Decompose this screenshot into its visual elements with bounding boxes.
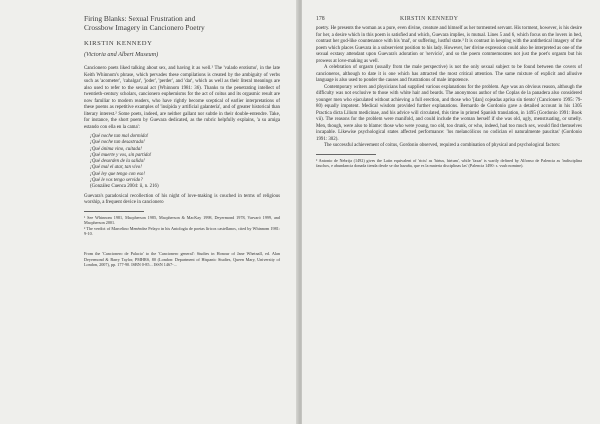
left-paragraph-1: Cancionero poets liked talking about sex, and having it as well.¹ The 'valado erotismo', in the late Keith Whinnom's phrase, which pervades these compilations is created by the ambiguity of verbs such as 'acometer', 'cabalgar', 'joder', 'perder', and 'dar', which as well as their literal meanings are also used to refer to the sexual act (Whinnom 1981: 36). Thanks to the penetrating intellect of twentieth-century scholars, cancionero euphemisms for the act of coitus and its orgasmic result are now familiar to modern readers, who have rightly become sceptical of earlier interpretations of these poems as repetitive examples of 'insípida y artificial galantería', and of greater historical than literary interest.² Some poets, indeed, are neither gallant nor subtle in their double-entendre. Take, for instance, the short poem by Guevara dedicated, as the rubric helpfully explains, 'a su amiga estando con ella en la cama': bbox=[84, 66, 280, 130]
right-page bbox=[302, 0, 600, 424]
title-line-2: Crossbow Imagery in Cancionero Poetry bbox=[84, 23, 205, 32]
poem-line: ¡Qué noche tan mal dormida! bbox=[90, 134, 149, 139]
author-affiliation: (Victoria and Albert Museum) bbox=[84, 51, 159, 58]
footnote-divider bbox=[316, 154, 376, 155]
left-page bbox=[0, 0, 298, 424]
poem-line: ¡Qué le vos tengo servido? bbox=[90, 178, 143, 184]
left-paragraph-2: Guevara's paradoxical recollection of his night of love-making is couched in terms of religious worship, a frequent device in cancionero bbox=[84, 193, 280, 206]
right-paragraph-1: poetry. He presents the woman as a pure, even divine, creature and himself as her tormented servant. His torment, however, is his desire for her, a desire which in this poem is satisfied and which, Guevara implies, is mutual. Lines 5 and 6, which focus on the lovers in bed, contrast her god-like countenance with his 'mal', or suffering, lustful state.³ It is contrast in keeping with the antithetical imagery of the poem which places Guevara in a subservient position to his lady. However, her divine expression could also be interpreted as one of the sexual ecstasy attendant upon Guevara's adoration or 'servicio', and so the poem commemorates not just the poet's orgasm but his prowess at love-making as well. bbox=[316, 26, 582, 64]
right-paragraph-3: Contemporary writers and physicians had supplied various explanations for the problem. Age was an obvious reason, although the difficulty was not exclusive to those with white hair and beards. The anonymous author of the Coplas de la panadera also considered younger men who ejaculated without achieving a full erection, and those who '[dan] cojeadas aprisa sin tiento' (Cancionero 1995: 79-80) equally impotent. Medical wisdom provided further explanations. Bernardo de Gordonio gave a detailed account in his 1305 Practica dicta Lilium medicinae, and his advice will circulated, this time in printed Spanish translation, in 1495 (Gordonio 1991: Book vii). The reasons for the problem were manifold, and could include the woman herself if she was old, ugly, menstruating, or smelly. Men, though, were also to blame: those who were young, too old, too drunk, or who, indeed, had too much sex, would find themselves incapable. Likewise psychological states affected performance: 'los melancólicos no codician el naturalmente paucitas' (Gordonio 1991: 302). bbox=[316, 84, 582, 142]
publication-note: From the 'Cancionero de Palacio' to the 'Cancionero general': Studies in Honour of Jane Whetnall, ed. Alan Deyermond & Barry Taylor, PMHRS, 80 (London: Department of Hispanic Studies, Queen Mary, University of London, 2007), pp. 177-90. ISBN 0-85... ISSN 1467-... bbox=[84, 251, 280, 268]
poem-line: ¡Qué ley que tengo con eso! bbox=[90, 171, 146, 177]
title-line-1: Firing Blanks: Sexual Frustration and bbox=[84, 14, 196, 23]
poem-line: ¡Qué ánima vino, cuitada! bbox=[90, 146, 142, 152]
author-name: KIRSTIN KENNEDY bbox=[84, 40, 153, 47]
poem-line: ¡Qué desorden de la salida! bbox=[90, 159, 145, 165]
poem-block bbox=[90, 134, 280, 191]
article-title bbox=[84, 14, 280, 32]
poem-line: ¡Qué muerte y vos, sin partida! bbox=[90, 152, 152, 158]
footnote-3: ³ Antonio de Nebrija (1492) gives the Latin equivalent of 'rictu' as 'hirtus, hirtum', while 'faxar' is warily defined by Alfonso de Palencia as 'indisciplina fauchos, e abundancia donada tienda desde se dar hazaña, que es la materia disciplinas las' (Palencia 1490: s. vsub nomine). bbox=[316, 157, 582, 169]
footnote-1: ¹ See Whinnom 1981, Macpherson 1985, Macpherson & MacKay 1998, Deyermond 1978, Varvaró 1999, and Macpherson 2001. bbox=[84, 214, 280, 226]
running-header bbox=[316, 16, 582, 22]
poem-citation: (González Cuenca 2004: ii, n. 216) bbox=[90, 184, 159, 190]
right-paragraph-2: A celebration of orgasm (usually from the male perspective) is not the only sexual subject to be found between the covers of cancioneros, although to date it is one which has attracted the most critical attention. The same mixture of explicit and allusive language is also used to ponder the causes and frustrations of male impotence. bbox=[316, 65, 582, 83]
footnote-divider bbox=[84, 211, 144, 212]
footnote-2: ² The verdict of Marcelino Menéndez Pelayo in his Antología de poetas líricos castellanos, cited by Whinnom 1981: 9-10. bbox=[84, 225, 280, 237]
running-head: KIRSTIN KENNEDY bbox=[400, 16, 459, 22]
poem-line: ¡Qué mal el atar, tan vivo! bbox=[90, 165, 142, 171]
right-paragraph-4: The successful achievement of coitus, Gordonio observed, required a combination of physical and psychological factors: bbox=[324, 143, 561, 148]
poem-line: ¡Qué noche tan desastrada! bbox=[90, 140, 145, 146]
page-number: 178 bbox=[316, 16, 325, 22]
